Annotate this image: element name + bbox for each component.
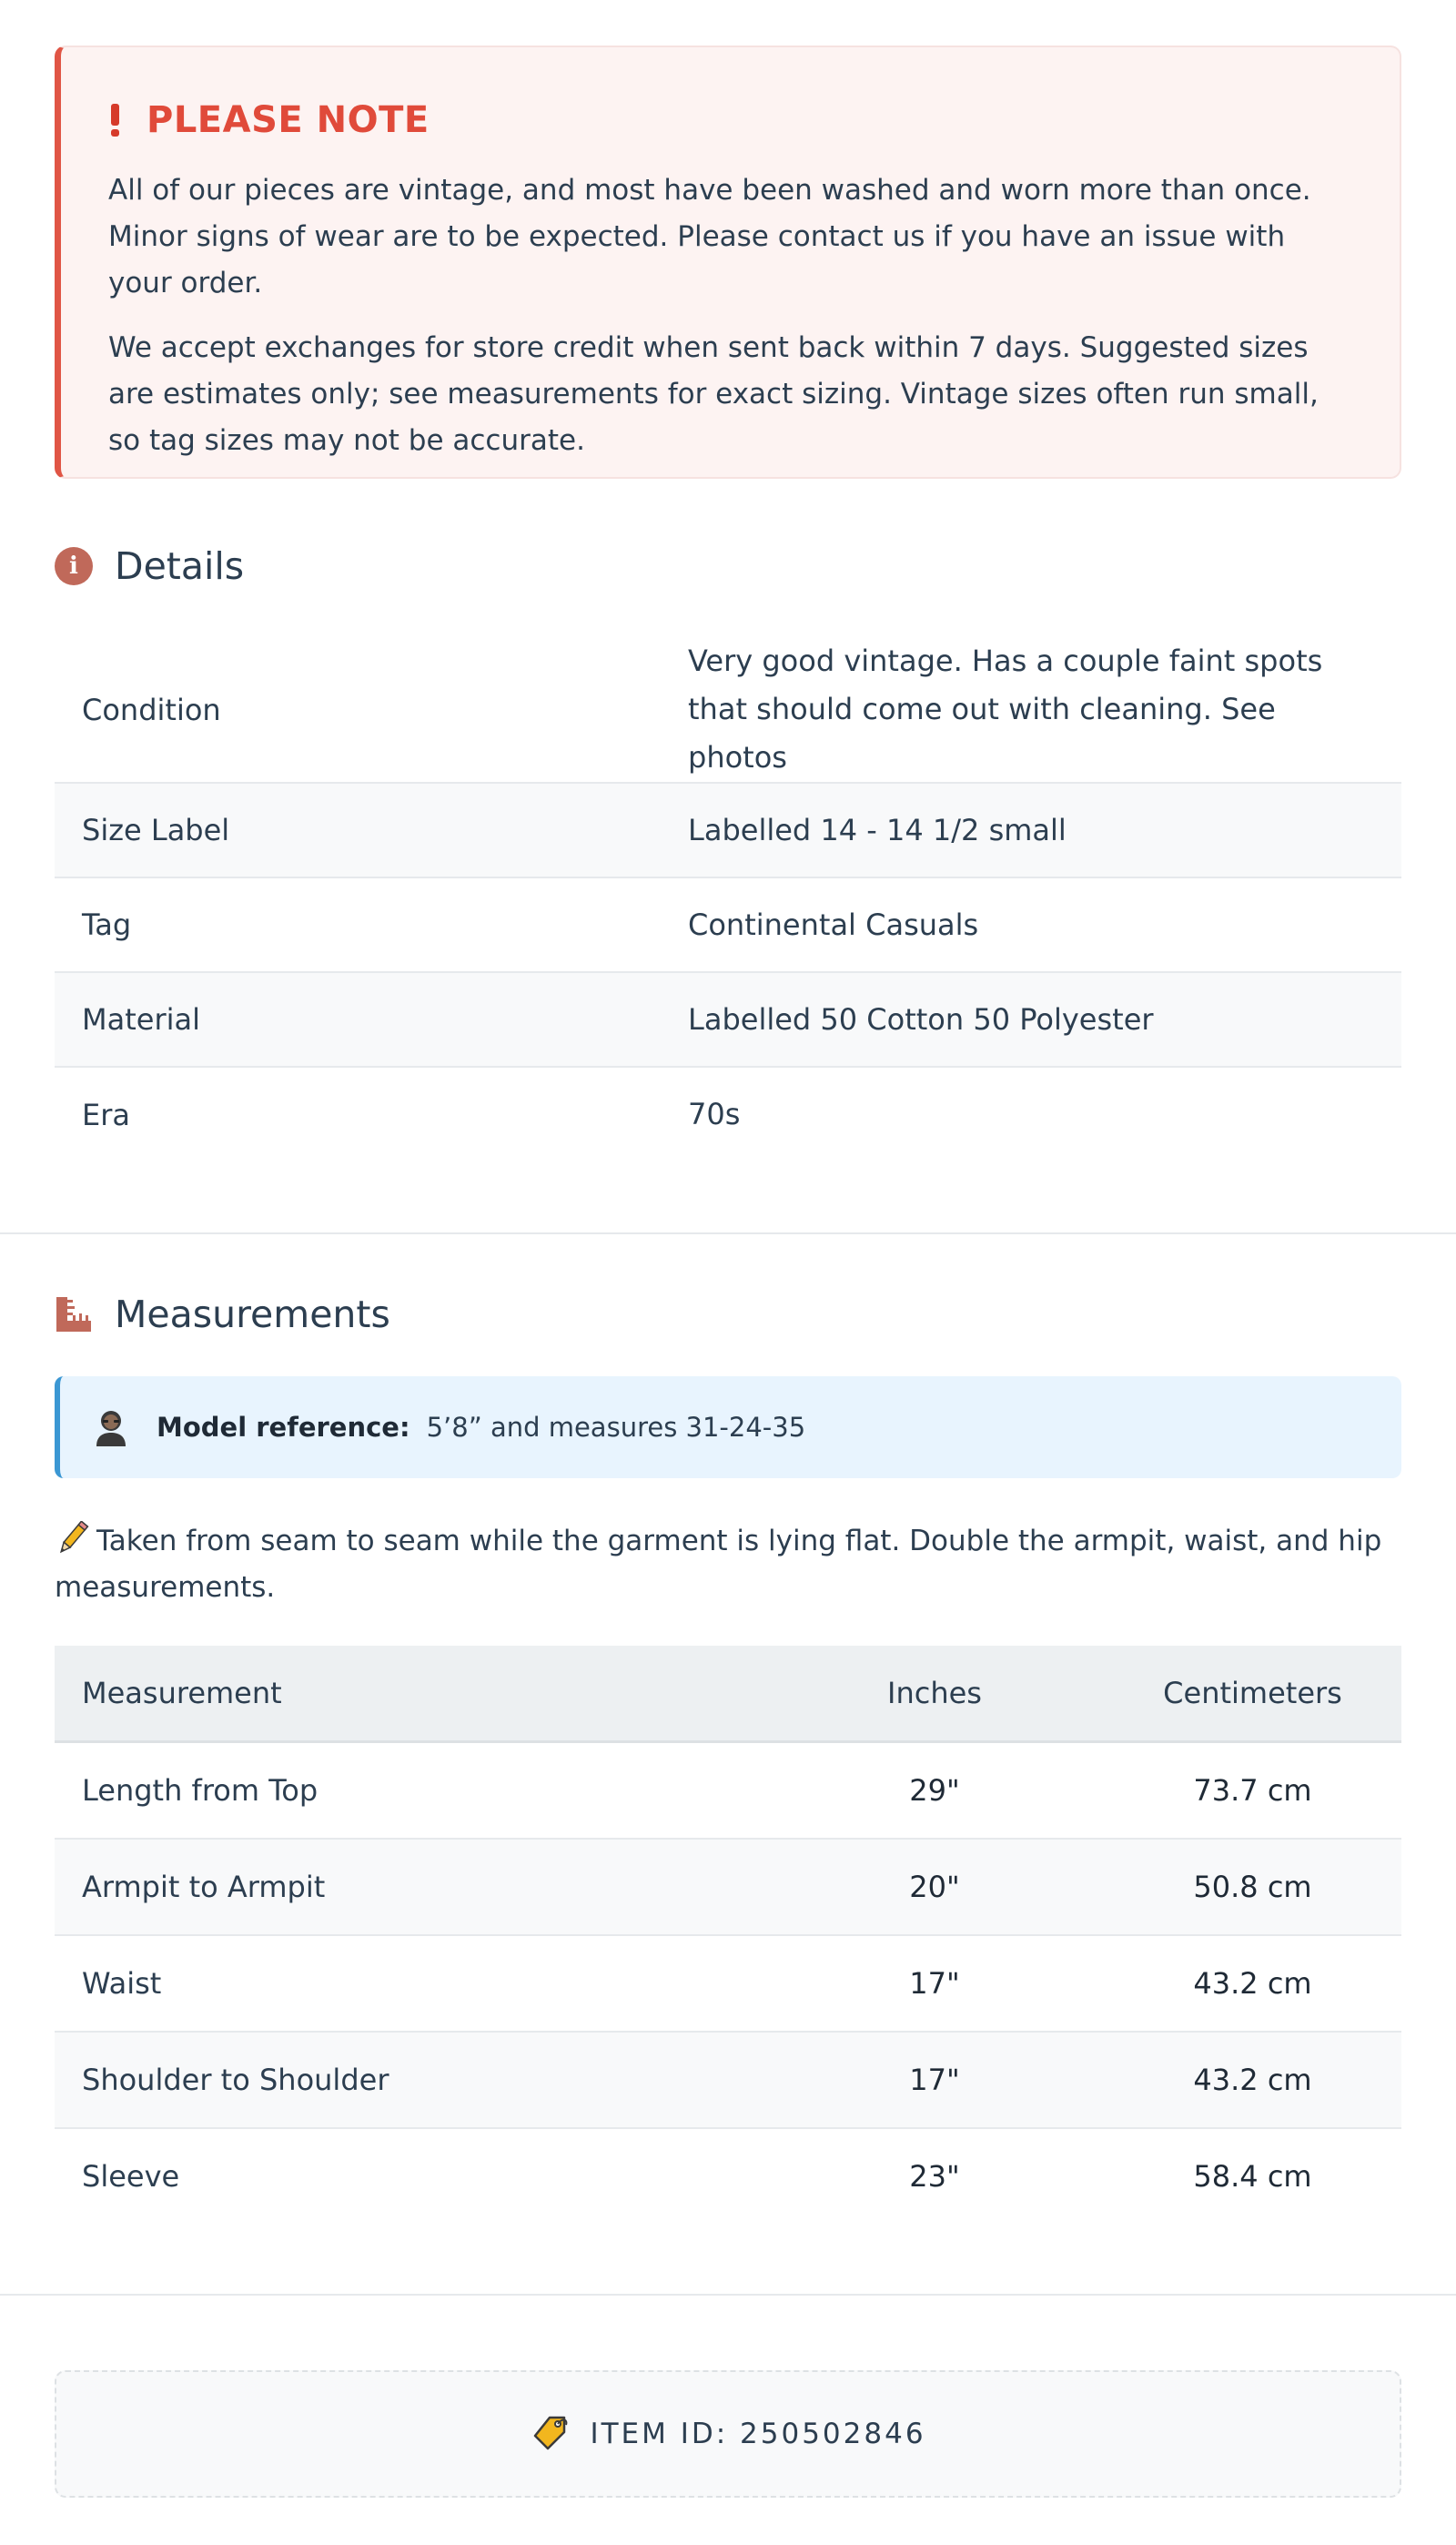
measurement-cm: 58.4 cm (1193, 2159, 1312, 2194)
table-row (55, 1839, 1401, 1935)
model-reference-box (55, 1376, 1401, 1478)
detail-value: Labelled 14 - 14 1/2 small (661, 783, 1401, 877)
info-icon: i (55, 547, 93, 585)
detail-value: 70s (688, 1097, 741, 1131)
details-title: Details (115, 544, 245, 588)
measurements-table (55, 1646, 1401, 2224)
table-row (55, 637, 1401, 783)
ruler-icon (55, 1295, 93, 1333)
model-reference-value: 5’8” and measures 31-24-35 (426, 1412, 806, 1443)
details-heading (55, 541, 244, 592)
measurement-inches: 17" (765, 2032, 1104, 2128)
column-header: Centimeters (1104, 1646, 1401, 1742)
detail-label: Era (82, 1097, 130, 1132)
person-icon (93, 1408, 129, 1446)
table-row (55, 2128, 1401, 2224)
measurement-name: Waist (55, 1935, 765, 2032)
table-header-row (55, 1646, 1401, 1742)
detail-label: Material (55, 972, 661, 1067)
measurement-cm: 50.8 cm (1104, 1839, 1401, 1935)
detail-value: Continental Casuals (661, 877, 1401, 972)
measurement-cm: 73.7 cm (1104, 1742, 1401, 1840)
measurement-note-text: Taken from seam to seam while the garment is lying flat. Double the armpit, waist, and hip measurements. (55, 1525, 1382, 1604)
table-row (55, 1742, 1401, 1840)
measurement-name: Length from Top (55, 1742, 765, 1840)
column-header: Inches (765, 1646, 1104, 1742)
table-row (55, 877, 1401, 972)
column-header: Measurement (55, 1646, 765, 1742)
measurements-heading (55, 1289, 390, 1340)
pencil-icon (55, 1521, 89, 1556)
measurement-note (55, 1518, 1401, 1611)
item-id-box (55, 2370, 1401, 2498)
measurement-cm: 43.2 cm (1104, 2032, 1401, 2128)
measurement-name: Armpit to Armpit (55, 1839, 765, 1935)
measurement-cm: 43.2 cm (1104, 1935, 1401, 2032)
exclamation-icon (108, 104, 121, 137)
measurement-inches: 23" (909, 2159, 960, 2194)
note-title: PLEASE NOTE (147, 99, 430, 141)
detail-value: Very good vintage. Has a couple faint spots that should come out with cleaning. See photos (661, 637, 1401, 783)
item-id-text: ITEM ID: 250502846 (590, 2418, 926, 2450)
note-header (108, 96, 1354, 144)
note-paragraph-2: We accept exchanges for store credit when sent back within 7 days. Suggested sizes are estimates only; see measurements for exact sizing. Vintage sizes often run small, so tag sizes may not be accurate. (108, 331, 1319, 457)
detail-label: Tag (55, 877, 661, 972)
table-row (55, 2032, 1401, 2128)
measurements-title: Measurements (115, 1293, 390, 1336)
table-row (55, 1067, 1401, 1161)
section-divider (0, 2294, 1456, 2296)
detail-label: Size Label (55, 783, 661, 877)
measurement-inches: 29" (765, 1742, 1104, 1840)
price-tag-icon (530, 2414, 570, 2454)
details-table (55, 637, 1401, 1161)
table-row (55, 783, 1401, 877)
model-reference-label: Model reference: (157, 1412, 410, 1443)
measurement-inches: 17" (765, 1935, 1104, 2032)
detail-value: Labelled 50 Cotton 50 Polyester (661, 972, 1401, 1067)
please-note-box (55, 46, 1401, 479)
detail-label: Condition (55, 637, 661, 783)
table-row (55, 1935, 1401, 2032)
section-divider (0, 1232, 1456, 1234)
table-row (55, 972, 1401, 1067)
measurement-inches: 20" (765, 1839, 1104, 1935)
measurement-name: Shoulder to Shoulder (55, 2032, 765, 2128)
note-paragraph-1: All of our pieces are vintage, and most have been washed and worn more than once. Minor signs of wear are to be expected. Please contact us if you have an issue with your order. (108, 174, 1311, 299)
measurement-name: Sleeve (82, 2159, 180, 2194)
